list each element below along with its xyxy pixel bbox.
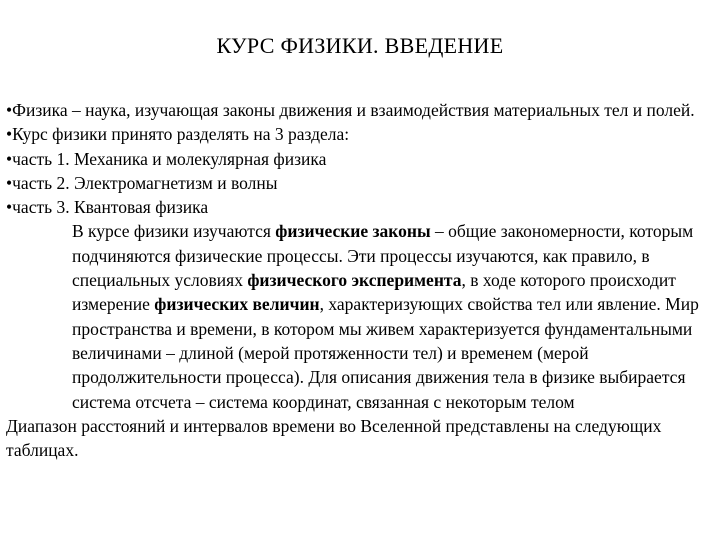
bullet-item: •часть 2. Электромагнетизм и волны	[6, 172, 278, 193]
paragraph-text: , в ходе которого происходит измерение	[72, 270, 676, 315]
main-paragraph	[6, 219, 718, 413]
paragraph-text: В курсе физики изучаются	[72, 221, 276, 242]
term-physical-laws: физические законы	[275, 221, 431, 242]
slide-title: КУРС ФИЗИКИ. ВВЕДЕНИЕ	[216, 33, 504, 58]
bullet-item: •часть 1. Механика и молекулярная физика	[6, 148, 327, 169]
slide-body	[6, 98, 718, 462]
bullet-item: •Курс физики принято разделять на 3 раздела:	[6, 124, 350, 145]
bullet-item: •Физика – наука, изучающая законы движения и взаимодействия материальных тел и полей.	[6, 100, 695, 120]
term-physical-experiment: физического эксперимента	[247, 270, 462, 291]
closing-paragraph: Диапазон расстояний и интервалов времени во Вселенной представлены на следующих таблицах.	[6, 415, 662, 461]
term-physical-quantities: физических величин	[154, 294, 320, 315]
paragraph-text: , характеризующих свойства тел или явление. Мир пространства и времени, в котором мы живем характеризуется фундаментальными величинами – длиной (мерой протяженности тел) и временем (мерой продолжительности процесса). Для описания движения тела в физике выбирается система отсчета – система координат, связанная с некоторым телом	[72, 294, 699, 412]
bullet-item: •часть 3. Квантовая физика	[6, 197, 209, 218]
paragraph-text: – общие закономерности, которым подчиняются физические процессы. Эти процессы изучаются, как правило, в специальных условиях	[72, 221, 694, 291]
